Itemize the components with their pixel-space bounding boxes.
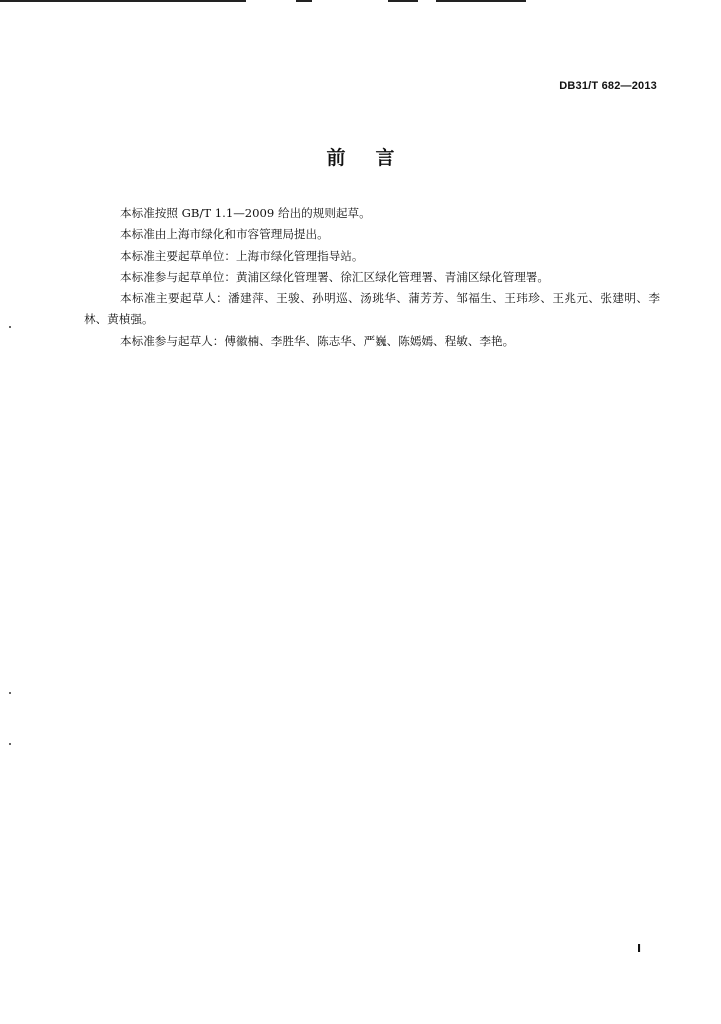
document-body xyxy=(84,203,660,352)
page-number: Ⅰ xyxy=(637,943,642,955)
page-title: 前言 xyxy=(326,147,425,169)
scan-speck xyxy=(9,692,11,694)
document-code: DB31/T 682—2013 xyxy=(559,80,657,92)
scan-edge-mark xyxy=(0,0,246,2)
paragraph: 本标准由上海市绿化和市容管理局提出。 xyxy=(120,227,329,242)
scan-edge-mark xyxy=(388,0,418,2)
paragraph: 本标准主要起草人：潘建萍、王骏、孙明巡、汤珧华、蒲芳芳、邹福生、王玮珍、王兆元、张建明、李林、黄楨强。 xyxy=(84,291,660,327)
paragraph: 本标准主要起草单位：上海市绿化管理指导站。 xyxy=(120,248,364,263)
scan-edge-mark xyxy=(296,0,312,2)
scan-speck xyxy=(9,743,11,745)
scan-speck xyxy=(9,326,11,328)
paragraph: 本标准参与起草单位：黄浦区绿化管理署、徐汇区绿化管理署、青浦区绿化管理署。 xyxy=(120,269,549,284)
paragraph: 本标准按照 GB/T 1.1—2009 给出的规则起草。 xyxy=(120,206,371,220)
paragraph: 本标准参与起草人：傅徽楠、李胜华、陈志华、严巍、陈嫣嫣、程敏、李艳。 xyxy=(120,333,515,348)
scan-edge-mark xyxy=(436,0,526,2)
